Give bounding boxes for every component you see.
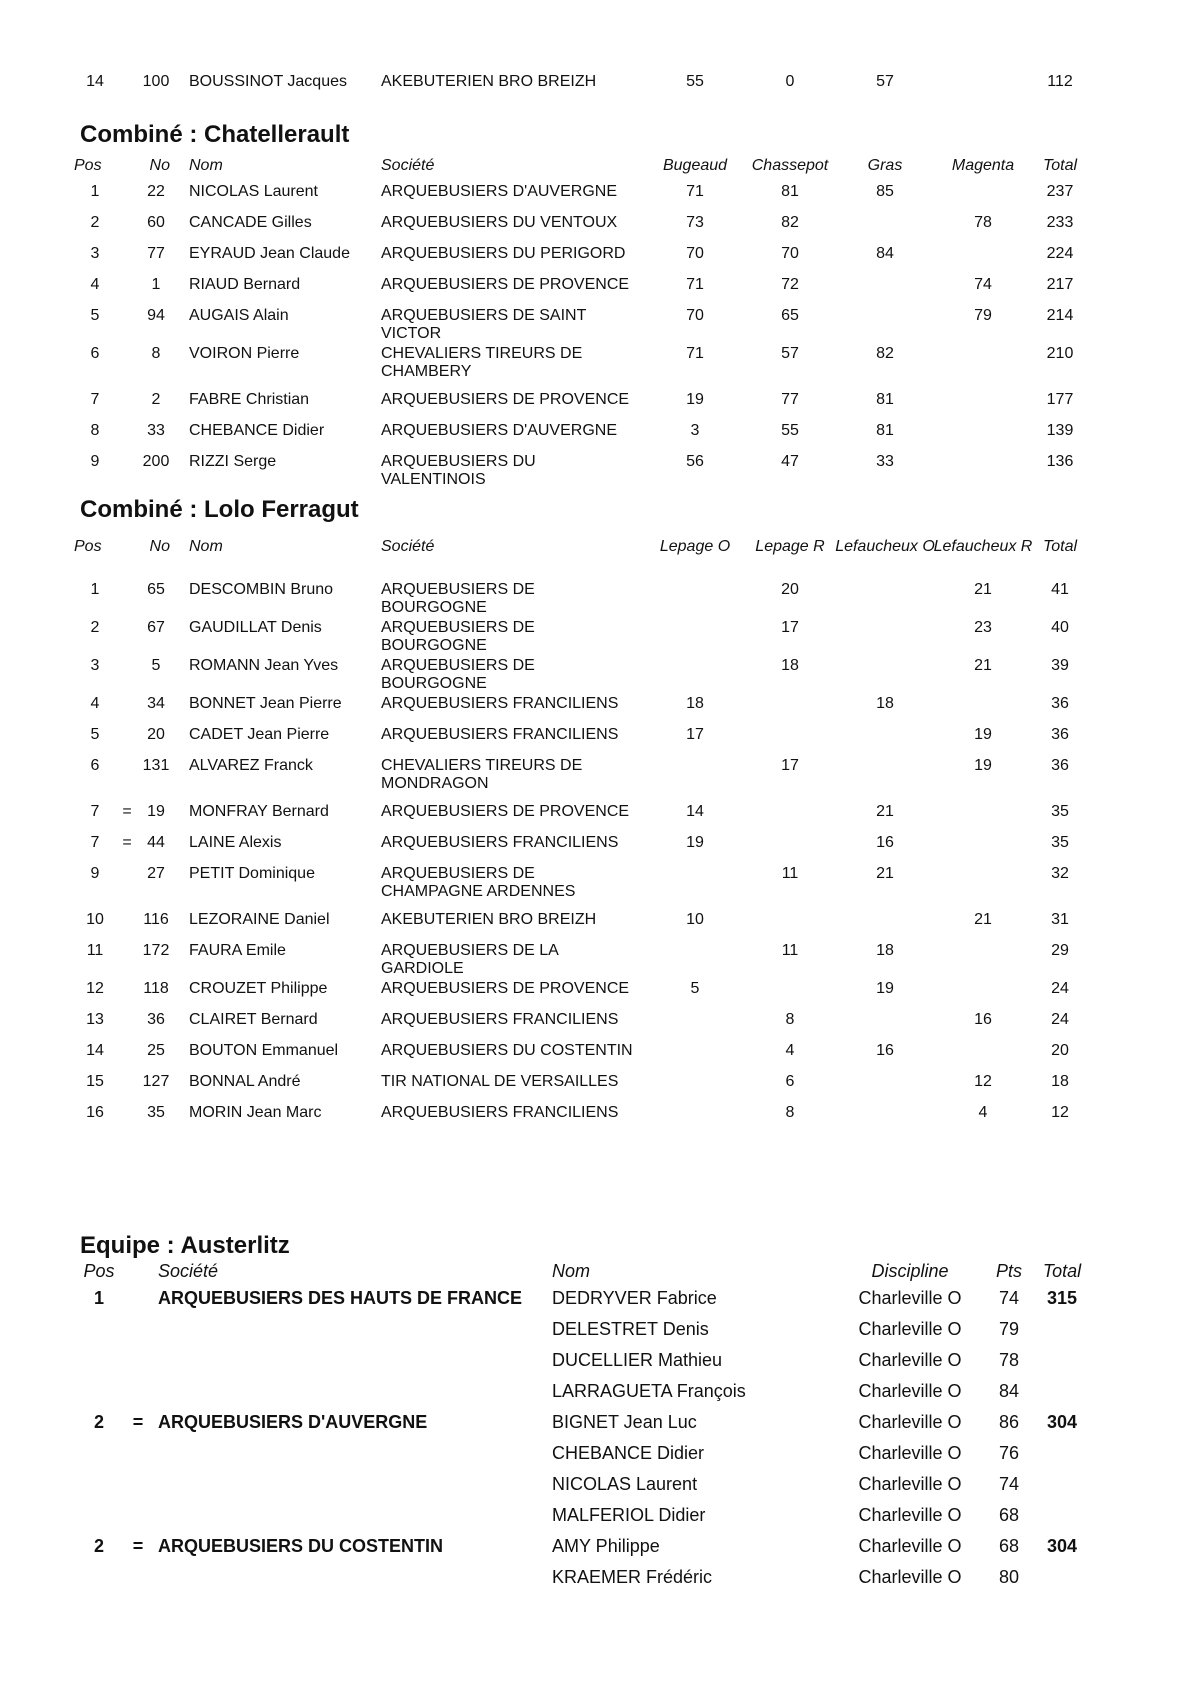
score-cell-2: 4 [785, 1042, 795, 1059]
nom-cell: CANCADE Gilles [189, 214, 312, 231]
section-title-lolo-ferragut: Combiné : Lolo Ferragut [80, 496, 359, 523]
no-cell: 36 [147, 1011, 165, 1028]
pos-cell: 3 [90, 245, 100, 262]
societe-cell: ARQUEBUSIERS DE PROVENCE [381, 391, 630, 408]
score-cell-1: 18 [686, 695, 704, 712]
score-cell-1: 70 [686, 307, 704, 324]
header-societe: Société [158, 1261, 219, 1281]
total-cell: 20 [1051, 1042, 1069, 1059]
total-cell: 41 [1051, 581, 1069, 598]
no-cell: 116 [143, 911, 169, 928]
score-cell-3: 81 [876, 422, 894, 439]
total-cell: 36 [1051, 757, 1069, 774]
nom-cell: NICOLAS Laurent [189, 183, 318, 200]
nom-cell: LAINE Alexis [189, 834, 282, 851]
team-row [0, 1380, 1190, 1412]
pts-cell: 74 [998, 1288, 1020, 1308]
total-cell: 217 [1046, 276, 1074, 293]
team-row [0, 1535, 1190, 1567]
societe-cell: ARQUEBUSIERS DE CHAMPAGNE ARDENNES [381, 865, 576, 900]
nom-cell: DEDRYVER Fabrice [552, 1288, 717, 1308]
header-gras: Gras [867, 157, 903, 174]
score-cell-1: 3 [690, 422, 700, 439]
no-cell: 19 [147, 803, 165, 820]
score-cell-1: 55 [686, 73, 704, 90]
score-cell-4: 21 [974, 581, 992, 598]
score-cell-2: 18 [781, 657, 799, 674]
total-cell: 177 [1046, 391, 1074, 408]
score-cell-2: 72 [781, 276, 799, 293]
score-cell-3: 57 [876, 73, 894, 90]
no-cell: 172 [142, 942, 170, 959]
total-cell: 315 [1046, 1288, 1078, 1308]
score-cell-2: 81 [781, 183, 799, 200]
score-cell-4: 16 [974, 1011, 992, 1028]
pos-cell: 6 [90, 757, 100, 774]
total-cell: 36 [1051, 726, 1069, 743]
discipline-cell: Charleville O [858, 1350, 962, 1370]
team-row [0, 1287, 1190, 1319]
no-cell: 33 [147, 422, 165, 439]
total-cell: 304 [1046, 1412, 1078, 1432]
tie-marker: = [132, 1536, 144, 1556]
nom-cell: ALVAREZ Franck [189, 757, 313, 774]
total-cell: 24 [1051, 1011, 1069, 1028]
nom-cell: BONNAL André [189, 1073, 301, 1090]
score-cell-1: 10 [686, 911, 704, 928]
no-cell: 67 [147, 619, 165, 636]
pos-cell: 6 [90, 345, 100, 362]
score-cell-1: 19 [686, 834, 704, 851]
header-total: Total [1042, 538, 1078, 555]
score-cell-2: 8 [785, 1104, 795, 1121]
societe-cell: ARQUEBUSIERS DU COSTENTIN [158, 1536, 444, 1556]
score-cell-1: 73 [686, 214, 704, 231]
score-cell-3: 19 [876, 980, 894, 997]
score-cell-4: 4 [978, 1104, 988, 1121]
no-cell: 60 [147, 214, 165, 231]
societe-cell: ARQUEBUSIERS DU PERIGORD [381, 245, 626, 262]
header-magenta: Magenta [951, 157, 1015, 174]
pts-cell: 79 [998, 1319, 1020, 1339]
team-row [0, 1504, 1190, 1536]
total-cell: 18 [1051, 1073, 1069, 1090]
societe-cell: ARQUEBUSIERS FRANCILIENS [381, 1104, 619, 1121]
societe-cell: ARQUEBUSIERS FRANCILIENS [381, 695, 619, 712]
score-cell-4: 23 [974, 619, 992, 636]
score-cell-4: 79 [974, 307, 992, 324]
nom-cell: BONNET Jean Pierre [189, 695, 342, 712]
score-cell-3: 81 [876, 391, 894, 408]
score-cell-2: 8 [785, 1011, 795, 1028]
total-cell: 32 [1051, 865, 1069, 882]
score-cell-1: 5 [690, 980, 700, 997]
pts-cell: 74 [998, 1474, 1020, 1494]
societe-cell: ARQUEBUSIERS DE SAINT VICTOR [381, 307, 587, 342]
table-row [0, 865, 1190, 901]
header-nom: Nom [189, 157, 223, 174]
score-cell-2: 11 [781, 865, 799, 882]
score-cell-1: 17 [686, 726, 704, 743]
header-total: Total [1042, 1261, 1082, 1281]
header-pts: Pts [995, 1261, 1022, 1281]
total-cell: 35 [1051, 803, 1069, 820]
nom-cell: BOUTON Emmanuel [189, 1042, 339, 1059]
no-cell: 8 [151, 345, 161, 362]
societe-cell: ARQUEBUSIERS DE PROVENCE [381, 803, 630, 820]
score-cell-1: 56 [686, 453, 704, 470]
nom-cell: CROUZET Philippe [189, 980, 328, 997]
header-societe: Société [381, 157, 435, 174]
table-header [0, 538, 1190, 574]
societe-cell: ARQUEBUSIERS FRANCILIENS [381, 726, 619, 743]
no-cell: 77 [147, 245, 165, 262]
table-row [0, 757, 1190, 793]
nom-cell: RIZZI Serge [189, 453, 277, 470]
no-cell: 200 [142, 453, 170, 470]
score-cell-1: 71 [686, 345, 704, 362]
nom-cell: GAUDILLAT Denis [189, 619, 322, 636]
pos-cell: 9 [90, 453, 100, 470]
pos-cell: 2 [93, 1536, 104, 1556]
nom-cell: CLAIRET Bernard [189, 1011, 318, 1028]
score-cell-3: 16 [876, 1042, 894, 1059]
team-row [0, 1566, 1190, 1598]
score-cell-1: 19 [686, 391, 704, 408]
nom-cell: CHEBANCE Didier [552, 1443, 705, 1463]
score-cell-2: 0 [785, 73, 795, 90]
total-cell: 237 [1046, 183, 1074, 200]
no-cell: 25 [147, 1042, 165, 1059]
total-cell: 29 [1051, 942, 1069, 959]
score-cell-1: 14 [686, 803, 704, 820]
societe-cell: ARQUEBUSIERS DE PROVENCE [381, 980, 630, 997]
score-cell-2: 20 [781, 581, 799, 598]
score-cell-2: 70 [781, 245, 799, 262]
tie-marker: = [132, 1412, 144, 1432]
pos-cell: 1 [93, 1288, 104, 1308]
no-cell: 2 [151, 391, 161, 408]
nom-cell: DUCELLIER Mathieu [552, 1350, 723, 1370]
nom-cell: AMY Philippe [552, 1536, 660, 1556]
societe-cell: ARQUEBUSIERS FRANCILIENS [381, 1011, 619, 1028]
pos-cell: 2 [90, 619, 100, 636]
no-cell: 1 [151, 276, 161, 293]
team-row [0, 1473, 1190, 1505]
score-cell-4: 74 [974, 276, 992, 293]
pos-cell: 5 [90, 726, 100, 743]
table-row [0, 345, 1190, 381]
pos-cell: 1 [90, 581, 100, 598]
score-cell-2: 17 [781, 757, 799, 774]
pos-cell: 12 [86, 980, 104, 997]
discipline-cell: Charleville O [858, 1536, 962, 1556]
pos-cell: 3 [90, 657, 100, 674]
nom-cell: FAURA Emile [189, 942, 286, 959]
section-title-equipe-austerlitz: Equipe : Austerlitz [80, 1232, 290, 1259]
pos-cell: 5 [90, 307, 100, 324]
nom-cell: FABRE Christian [189, 391, 310, 408]
pos-cell: 9 [90, 865, 100, 882]
total-cell: 233 [1046, 214, 1074, 231]
score-cell-4: 19 [974, 726, 992, 743]
discipline-cell: Charleville O [858, 1443, 962, 1463]
table-row [0, 657, 1190, 693]
discipline-cell: Charleville O [858, 1288, 962, 1308]
table-row [0, 453, 1190, 489]
header-chassepot: Chassepot [751, 157, 829, 174]
table-row [0, 307, 1190, 343]
section-title-chatellerault: Combiné : Chatellerault [80, 121, 350, 148]
nom-cell: MORIN Jean Marc [189, 1104, 322, 1121]
header-lefaucheux-o: Lefaucheux O [835, 538, 935, 555]
discipline-cell: Charleville O [858, 1567, 962, 1587]
tie-marker: = [122, 834, 132, 851]
pos-cell: 14 [86, 1042, 104, 1059]
nom-cell: BOUSSINOT Jacques [189, 73, 347, 90]
header-lefaucheux-r: Lefaucheux R [933, 538, 1033, 555]
pos-cell: 11 [86, 942, 104, 959]
total-cell: 210 [1046, 345, 1074, 362]
discipline-cell: Charleville O [858, 1319, 962, 1339]
score-cell-2: 65 [781, 307, 799, 324]
header-discipline: Discipline [871, 1261, 949, 1281]
discipline-cell: Charleville O [858, 1505, 962, 1525]
no-cell: 20 [147, 726, 165, 743]
pos-cell: 1 [90, 183, 100, 200]
pos-cell: 14 [86, 73, 104, 90]
tie-marker: = [122, 803, 132, 820]
score-cell-1: 71 [686, 276, 704, 293]
societe-cell: TIR NATIONAL DE VERSAILLES [381, 1073, 619, 1090]
nom-cell: LEZORAINE Daniel [189, 911, 330, 928]
header-pos: Pos [74, 157, 102, 174]
nom-cell: PETIT Dominique [189, 865, 315, 882]
table-row [0, 619, 1190, 655]
discipline-cell: Charleville O [858, 1381, 962, 1401]
score-cell-3: 21 [876, 803, 894, 820]
score-cell-3: 82 [876, 345, 894, 362]
header-pos: Pos [83, 1261, 115, 1281]
score-cell-4: 78 [974, 214, 992, 231]
score-cell-3: 84 [876, 245, 894, 262]
nom-cell: MONFRAY Bernard [189, 803, 329, 820]
team-row [0, 1411, 1190, 1443]
pos-cell: 15 [86, 1073, 104, 1090]
pos-cell: 16 [86, 1104, 104, 1121]
total-cell: 136 [1046, 453, 1074, 470]
team-row [0, 1349, 1190, 1381]
header-no: No [149, 538, 170, 555]
no-cell: 5 [151, 657, 161, 674]
no-cell: 65 [147, 581, 165, 598]
table-row [0, 73, 1190, 109]
societe-cell: ARQUEBUSIERS DE BOURGOGNE [381, 581, 535, 616]
score-cell-2: 57 [781, 345, 799, 362]
score-cell-2: 47 [781, 453, 799, 470]
societe-cell: ARQUEBUSIERS D'AUVERGNE [381, 422, 617, 439]
no-cell: 94 [147, 307, 165, 324]
total-cell: 304 [1046, 1536, 1078, 1556]
header-bugeaud: Bugeaud [662, 157, 728, 174]
nom-cell: VOIRON Pierre [189, 345, 300, 362]
score-cell-2: 6 [785, 1073, 795, 1090]
team-row [0, 1442, 1190, 1474]
societe-cell: ARQUEBUSIERS DES HAUTS DE FRANCE [158, 1288, 523, 1308]
header-societe: Société [381, 538, 435, 555]
header-total: Total [1042, 157, 1078, 174]
no-cell: 44 [147, 834, 165, 851]
total-cell: 214 [1046, 307, 1074, 324]
pos-cell: 10 [86, 911, 104, 928]
score-cell-2: 55 [781, 422, 799, 439]
score-cell-3: 18 [876, 942, 894, 959]
societe-cell: ARQUEBUSIERS DE BOURGOGNE [381, 619, 535, 654]
nom-cell: NICOLAS Laurent [552, 1474, 698, 1494]
pts-cell: 68 [998, 1536, 1020, 1556]
score-cell-3: 18 [876, 695, 894, 712]
no-cell: 100 [142, 73, 170, 90]
total-cell: 12 [1051, 1104, 1069, 1121]
no-cell: 131 [142, 757, 170, 774]
total-cell: 36 [1051, 695, 1069, 712]
score-cell-4: 21 [974, 911, 992, 928]
pos-cell: 2 [90, 214, 100, 231]
no-cell: 118 [143, 980, 169, 997]
table-row [0, 942, 1190, 978]
societe-cell: ARQUEBUSIERS FRANCILIENS [381, 834, 619, 851]
header-lepage-r: Lepage R [755, 538, 825, 555]
table-row [0, 1104, 1190, 1140]
nom-cell: EYRAUD Jean Claude [189, 245, 350, 262]
score-cell-2: 11 [781, 942, 799, 959]
no-cell: 27 [147, 865, 165, 882]
nom-cell: CADET Jean Pierre [189, 726, 330, 743]
header-pos: Pos [74, 538, 102, 555]
table-row [0, 581, 1190, 617]
societe-cell: ARQUEBUSIERS DU VALENTINOIS [381, 453, 536, 488]
header-nom: Nom [189, 538, 223, 555]
score-cell-1: 70 [686, 245, 704, 262]
nom-cell: CHEBANCE Didier [189, 422, 325, 439]
score-cell-4: 21 [974, 657, 992, 674]
societe-cell: ARQUEBUSIERS D'AUVERGNE [381, 183, 617, 200]
score-cell-3: 33 [876, 453, 894, 470]
score-cell-4: 12 [974, 1073, 992, 1090]
pts-cell: 84 [998, 1381, 1020, 1401]
score-cell-3: 85 [876, 183, 894, 200]
pts-cell: 80 [998, 1567, 1020, 1587]
nom-cell: DESCOMBIN Bruno [189, 581, 334, 598]
nom-cell: LARRAGUETA François [552, 1381, 746, 1401]
total-cell: 35 [1051, 834, 1069, 851]
total-cell: 139 [1046, 422, 1074, 439]
header-lepage-o: Lepage O [659, 538, 731, 555]
societe-cell: CHEVALIERS TIREURS DE CHAMBERY [381, 345, 583, 380]
pos-cell: 2 [93, 1412, 104, 1432]
nom-cell: ROMANN Jean Yves [189, 657, 339, 674]
pts-cell: 76 [998, 1443, 1020, 1463]
score-cell-4: 19 [974, 757, 992, 774]
pos-cell: 8 [90, 422, 100, 439]
no-cell: 127 [142, 1073, 170, 1090]
nom-cell: RIAUD Bernard [189, 276, 301, 293]
societe-cell: ARQUEBUSIERS D'AUVERGNE [158, 1412, 428, 1432]
societe-cell: ARQUEBUSIERS DE LA GARDIOLE [381, 942, 558, 977]
no-cell: 22 [147, 183, 165, 200]
total-cell: 31 [1051, 911, 1069, 928]
discipline-cell: Charleville O [858, 1474, 962, 1494]
total-cell: 39 [1051, 657, 1069, 674]
total-cell: 112 [1047, 73, 1073, 90]
pts-cell: 86 [998, 1412, 1020, 1432]
header-no: No [149, 157, 170, 174]
societe-cell: ARQUEBUSIERS DE BOURGOGNE [381, 657, 535, 692]
societe-cell: CHEVALIERS TIREURS DE MONDRAGON [381, 757, 583, 792]
pos-cell: 7 [90, 834, 100, 851]
nom-cell: AUGAIS Alain [189, 307, 289, 324]
societe-cell: ARQUEBUSIERS DE PROVENCE [381, 276, 630, 293]
total-cell: 224 [1046, 245, 1074, 262]
pos-cell: 4 [90, 276, 100, 293]
pos-cell: 13 [86, 1011, 104, 1028]
societe-cell: AKEBUTERIEN BRO BREIZH [381, 911, 597, 928]
total-cell: 24 [1051, 980, 1069, 997]
pts-cell: 68 [998, 1505, 1020, 1525]
societe-cell: ARQUEBUSIERS DU VENTOUX [381, 214, 618, 231]
nom-cell: DELESTRET Denis [552, 1319, 709, 1339]
pos-cell: 7 [90, 803, 100, 820]
discipline-cell: Charleville O [858, 1412, 962, 1432]
societe-cell: AKEBUTERIEN BRO BREIZH [381, 73, 597, 90]
score-cell-2: 17 [781, 619, 799, 636]
no-cell: 34 [147, 695, 165, 712]
pts-cell: 78 [998, 1350, 1020, 1370]
team-row [0, 1318, 1190, 1350]
nom-cell: MALFERIOL Didier [552, 1505, 706, 1525]
total-cell: 40 [1051, 619, 1069, 636]
nom-cell: BIGNET Jean Luc [552, 1412, 697, 1432]
score-cell-3: 21 [876, 865, 894, 882]
societe-cell: ARQUEBUSIERS DU COSTENTIN [381, 1042, 633, 1059]
pos-cell: 4 [90, 695, 100, 712]
score-cell-2: 77 [781, 391, 799, 408]
pos-cell: 7 [90, 391, 100, 408]
score-cell-3: 16 [876, 834, 894, 851]
no-cell: 35 [147, 1104, 165, 1121]
score-cell-1: 71 [686, 183, 704, 200]
header-nom: Nom [552, 1261, 591, 1281]
score-cell-2: 82 [781, 214, 799, 231]
nom-cell: KRAEMER Frédéric [552, 1567, 713, 1587]
